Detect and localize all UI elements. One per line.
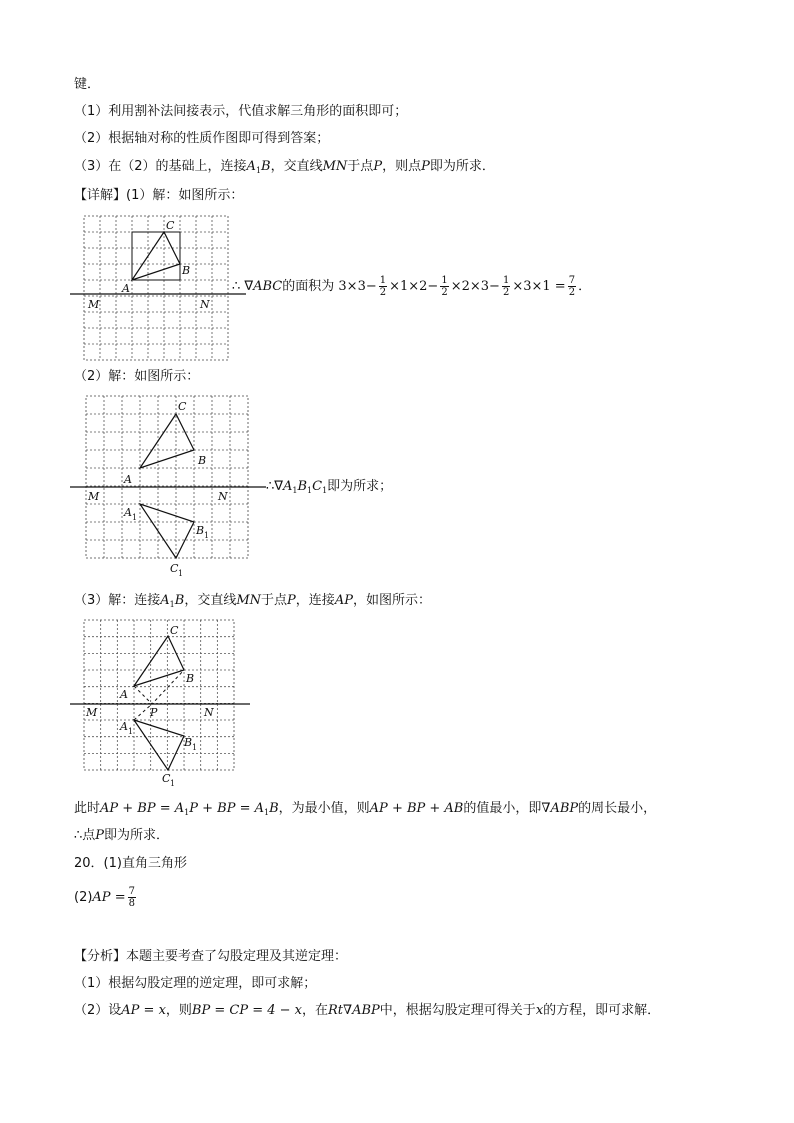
svg-text:1: 1 [170,779,176,788]
svg-text:1: 1 [178,569,184,578]
question-20-part1: 20．(1)直角三角形 [74,856,187,871]
svg-text:C: C [178,400,187,413]
svg-text:M: M [86,706,98,719]
text-line-7: （3）解：连接$A_1B$，交直线MN于点P，连接AP，如图所示： [74,593,431,609]
fig1-label-N: N [200,298,210,311]
figure-1-grid [70,212,250,362]
svg-text:1: 1 [204,531,210,540]
svg-text:C: C [170,562,179,575]
text-line-8: 此时AP + BP = $A_1P$ + BP = $A_1B$，为最小值，则AP + BP + AB的值最小，即∇ABP的周长最小， [74,801,657,817]
area-formula: ∴ ∇ABC的面积为 3×3− $\frac{1}{2}$ ×1×2− $\frac{1}{2}$ ×2×3− $\frac{1}{2}$ ×3×1 = $\frac{7}{2}$ ． [232,275,592,298]
text-line-3: （2）根据轴对称的性质作图即可得到答案； [74,131,330,146]
svg-text:A: A [120,688,128,701]
svg-text:N: N [204,706,214,719]
svg-text:A: A [124,473,132,486]
svg-text:C: C [170,624,179,637]
question-20-part2: (2)AP = $\frac{7}{8}$ [74,886,135,909]
svg-text:P: P [150,706,158,719]
fig1-label-A: A [122,282,130,295]
svg-text:A: A [120,720,128,733]
fig1-label-M: M [88,298,100,311]
svg-text:1: 1 [132,513,138,522]
analysis-heading: 【分析】本题主要考查了勾股定理及其逆定理： [74,949,348,964]
svg-text:1: 1 [128,727,134,736]
text-line-5: 【详解】(1）解：如图所示： [74,188,244,203]
svg-text:C: C [162,772,171,785]
analysis-step-1: （1）根据勾股定理的逆定理，即可求解； [74,976,317,991]
svg-text:B: B [184,736,193,749]
svg-text:B: B [198,454,207,467]
analysis-step-2: （2）设AP = x，则BP = CP = 4 − x，在Rt∇ABP中，根据勾股定理可得关于x的方程，即可求解． [74,1003,661,1018]
text-line-2: （1）利用割补法间接表示，代值求解三角形的面积即可； [74,104,408,119]
text-line-9: ∴点P即为所求． [74,828,170,843]
text-line-4: （3）在（2）的基础上，连接$A_1B$，交直线MN于点P，则点P即为所求． [74,159,495,175]
svg-text:N: N [218,490,228,503]
figure-3-grid [70,616,260,786]
svg-text:B: B [196,524,205,537]
svg-text:B: B [186,672,195,685]
symmetric-result: $\therefore\nabla A_1B_1C_1$即为所求； [266,479,393,495]
svg-text:1: 1 [192,743,198,752]
text-line-6: （2）解：如图所示： [74,369,200,384]
figure-2-grid [70,392,270,578]
fig1-label-C: C [166,219,175,232]
text-line-1: 键． [74,77,101,92]
svg-text:A: A [124,506,132,519]
svg-text:M: M [88,490,100,503]
fig1-label-B: B [182,264,191,277]
